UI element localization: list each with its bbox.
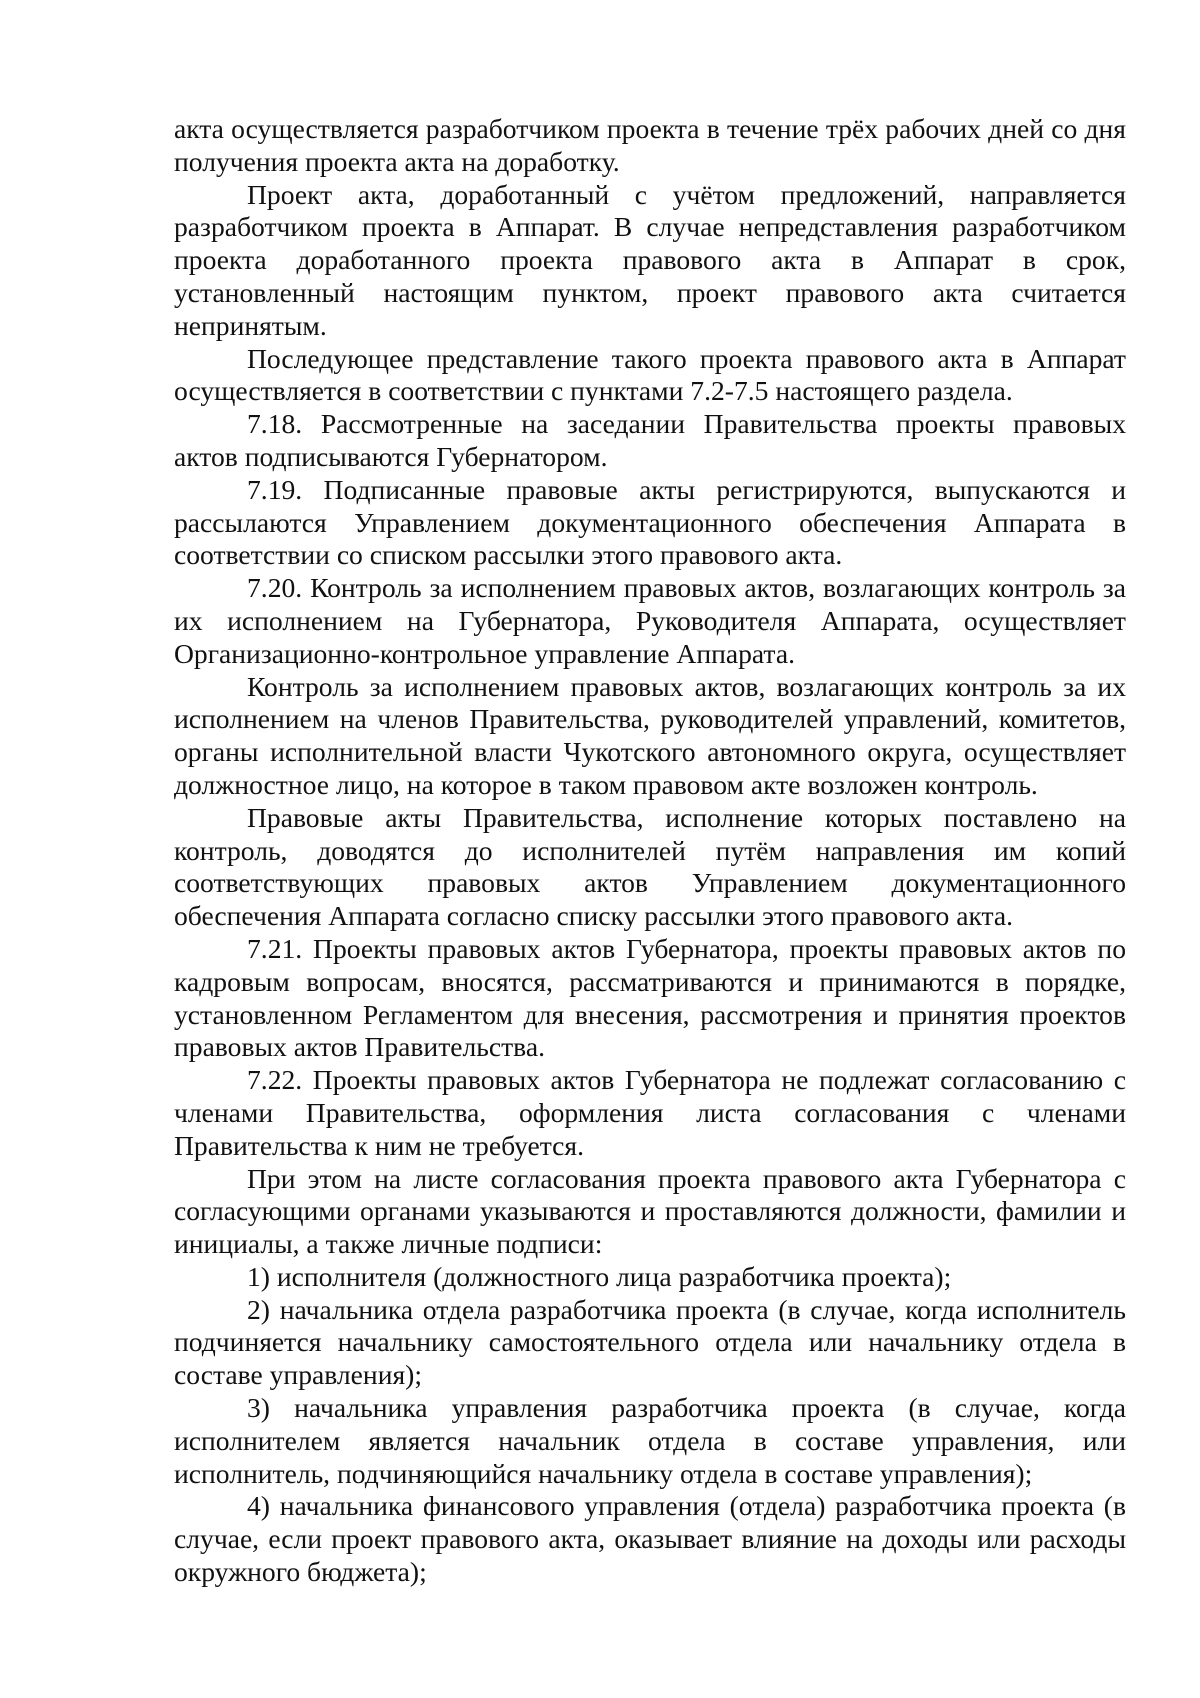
paragraph: Правовые акты Правительства, исполнение которых поставлено на контроль, доводятся до исполнителей путём направления им копий соответствующих правовых актов Управлением документационного обеспечения Аппарата согласно списку рассылки этого правового акта. [174,801,1126,932]
document-body [174,113,1126,1589]
list-item-1: 1) исполнителя (должностного лица разработчика проекта); [247,1260,952,1292]
paragraph-clause-7-18: 7.18. Рассмотренные на заседании Правительства проекты правовых актов подписываются Губернатором. [174,408,1126,472]
paragraph-clause-7-21: 7.21. Проекты правовых актов Губернатора, проекты правовых актов по кадровым вопросам, вносятся, рассматриваются и принимаются в порядке, установленном Регламентом для внесения, рассмотрения и принятия проектов правовых актов Правительства. [174,932,1126,1063]
paragraph: Контроль за исполнением правовых актов, возлагающих контроль за их исполнением на членов Правительства, руководителей управлений, комитетов, органы исполнительной власти Чукотского автономного округа, осуществляет должностное лицо, на которое в таком правовом акте возложен контроль. [174,670,1126,800]
list-item-2: 2) начальника отдела разработчика проекта (в случае, когда исполнитель подчиняется начальнику самостоятельного отдела или начальнику отдела в составе управления); [174,1293,1126,1391]
paragraph-continuation: акта осуществляется разработчиком проекта в течение трёх рабочих дней со дня получения проекта акта на доработку. [174,113,1126,177]
paragraph: Проект акта, доработанный с учётом предложений, направляется разработчиком проекта в Аппарат. В случае непредставления разработчиком проекта доработанного проекта правового акта в Аппарат в срок, установленный настоящим пунктом, проект правового акта считается непринятым. [174,178,1126,341]
paragraph: Последующее представление такого проекта правового акта в Аппарат осуществляется в соответствии с пунктами 7.2-7.5 настоящего раздела. [174,342,1126,407]
paragraph-clause-7-19: 7.19. Подписанные правовые акты регистрируются, выпускаются и рассылаются Управлением документационного обеспечения Аппарата в соответствии со списком рассылки этого правового акта. [174,473,1126,571]
paragraph-clause-7-20: 7.20. Контроль за исполнением правовых актов, возлагающих контроль за их исполнением на Губернатора, Руководителя Аппарата, осуществляет Организационно-контрольное управление Аппарата. [174,572,1126,669]
list-item-4: 4) начальника финансового управления (отдела) разработчика проекта (в случае, если проект правового акта, оказывает влияние на доходы или расходы окружного бюджета); [174,1490,1126,1588]
list-item-3: 3) начальника управления разработчика проекта (в случае, когда исполнителем является начальник отдела в составе управления, или исполнитель, подчиняющийся начальнику отдела в составе управления); [174,1392,1126,1489]
paragraph-clause-7-22: 7.22. Проекты правовых актов Губернатора не подлежат согласованию с членами Правительства, оформления листа согласования с членами Правительства к ним не требуется. [174,1064,1126,1161]
paragraph: При этом на листе согласования проекта правового акта Губернатора с согласующими органами указываются и проставляются должности, фамилии и инициалы, а также личные подписи: [174,1162,1126,1260]
